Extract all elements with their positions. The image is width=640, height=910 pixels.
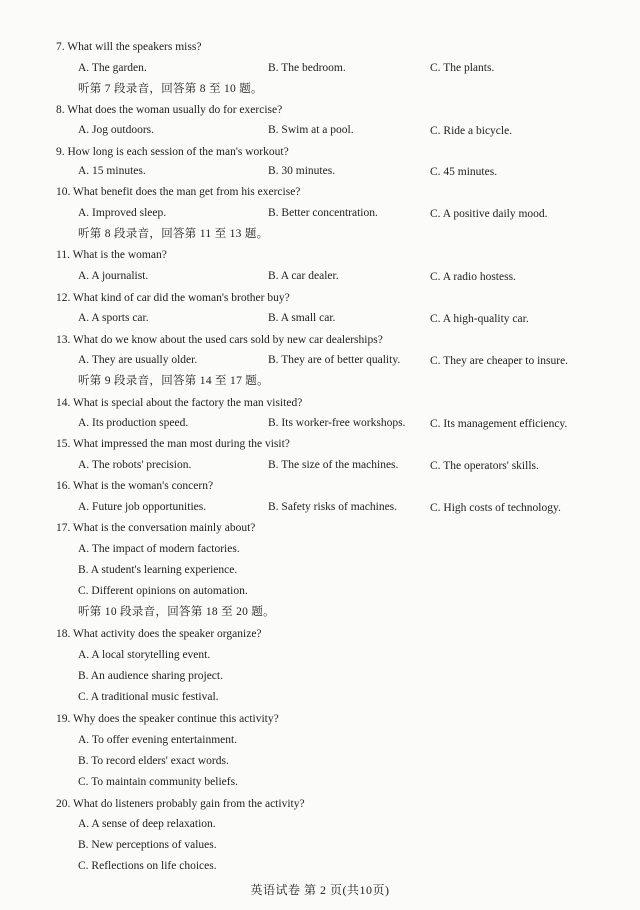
question-14-stem: 14. What is special about the factory the man visited? — [56, 397, 303, 409]
question-20-option-b: B. New perceptions of values. — [78, 839, 217, 851]
question-9-option-c: C. 45 minutes. — [430, 166, 498, 178]
question-10-option-b: B. Better concentration. — [268, 207, 378, 219]
question-18-option-a: A. A local storytelling event. — [78, 649, 211, 661]
question-17-option-a: A. The impact of modern factories. — [78, 543, 240, 555]
question-7-option-a: A. The garden. — [78, 62, 147, 74]
question-15-option-c: C. The operators' skills. — [430, 460, 539, 472]
question-16-option-c: C. High costs of technology. — [430, 502, 561, 514]
section-instruction: 听第 8 段录音，回答第 11 至 13 题。 — [78, 228, 269, 240]
question-15-stem: 15. What impressed the man most during the visit? — [56, 438, 290, 450]
question-8-option-a: A. Jog outdoors. — [78, 124, 155, 136]
question-12-option-b: B. A small car. — [268, 312, 336, 324]
question-19-option-c: C. To maintain community beliefs. — [78, 776, 238, 788]
question-8-option-b: B. Swim at a pool. — [268, 124, 354, 136]
question-8-stem: 8. What does the woman usually do for exercise? — [56, 104, 283, 116]
question-11-stem: 11. What is the woman? — [56, 249, 167, 261]
question-19-stem: 19. Why does the speaker continue this activity? — [56, 713, 279, 725]
section-instruction: 听第 9 段录音，回答第 14 至 17 题。 — [78, 375, 269, 387]
question-9-option-a: A. 15 minutes. — [78, 165, 146, 177]
section-instruction: 听第 10 段录音，回答第 18 至 20 题。 — [78, 606, 275, 618]
question-12-option-c: C. A high-quality car. — [430, 313, 529, 325]
question-17-stem: 17. What is the conversation mainly about? — [56, 522, 256, 534]
question-16-option-a: A. Future job opportunities. — [78, 501, 207, 513]
question-9-stem: 9. How long is each session of the man's workout? — [56, 146, 289, 158]
question-7-option-b: B. The bedroom. — [268, 62, 346, 74]
question-15-option-a: A. The robots' precision. — [78, 459, 192, 471]
question-13-option-c: C. They are cheaper to insure. — [430, 355, 569, 367]
question-16-option-b: B. Safety risks of machines. — [268, 501, 398, 513]
question-12-option-a: A. A sports car. — [78, 312, 149, 324]
question-11-option-a: A. A journalist. — [78, 270, 149, 282]
question-18-stem: 18. What activity does the speaker organize? — [56, 628, 262, 640]
page-footer: 英语试卷 第 2 页(共10页) — [250, 883, 390, 897]
question-14-option-c: C. Its management efficiency. — [430, 418, 568, 430]
question-11-option-c: C. A radio hostess. — [430, 271, 516, 283]
question-10-option-c: C. A positive daily mood. — [430, 208, 548, 220]
question-19-option-a: A. To offer evening entertainment. — [78, 734, 238, 746]
question-11-option-b: B. A car dealer. — [268, 270, 339, 282]
question-20-stem: 20. What do listeners probably gain from the activity? — [56, 798, 305, 810]
question-17-option-b: B. A student's learning experience. — [78, 564, 238, 576]
section-instruction: 听第 7 段录音，回答第 8 至 10 题。 — [78, 83, 263, 95]
question-14-option-a: A. Its production speed. — [78, 417, 189, 429]
question-13-option-a: A. They are usually older. — [78, 354, 198, 366]
question-14-option-b: B. Its worker-free workshops. — [268, 417, 406, 429]
question-20-option-a: A. A sense of deep relaxation. — [78, 818, 216, 830]
question-7-option-c: C. The plants. — [430, 62, 495, 74]
question-9-option-b: B. 30 minutes. — [268, 165, 336, 177]
question-17-option-c: C. Different opinions on automation. — [78, 585, 248, 597]
question-19-option-b: B. To record elders' exact words. — [78, 755, 229, 767]
question-7-stem: 7. What will the speakers miss? — [56, 41, 202, 53]
question-18-option-b: B. An audience sharing project. — [78, 670, 223, 682]
question-12-stem: 12. What kind of car did the woman's brother buy? — [56, 292, 290, 304]
question-16-stem: 16. What is the woman's concern? — [56, 480, 214, 492]
question-10-option-a: A. Improved sleep. — [78, 207, 167, 219]
question-13-option-b: B. They are of better quality. — [268, 354, 401, 366]
question-18-option-c: C. A traditional music festival. — [78, 691, 219, 703]
question-20-option-c: C. Reflections on life choices. — [78, 860, 217, 872]
question-13-stem: 13. What do we know about the used cars sold by new car dealerships? — [56, 334, 383, 346]
question-15-option-b: B. The size of the machines. — [268, 459, 399, 471]
question-8-option-c: C. Ride a bicycle. — [430, 125, 513, 137]
question-10-stem: 10. What benefit does the man get from his exercise? — [56, 186, 301, 198]
